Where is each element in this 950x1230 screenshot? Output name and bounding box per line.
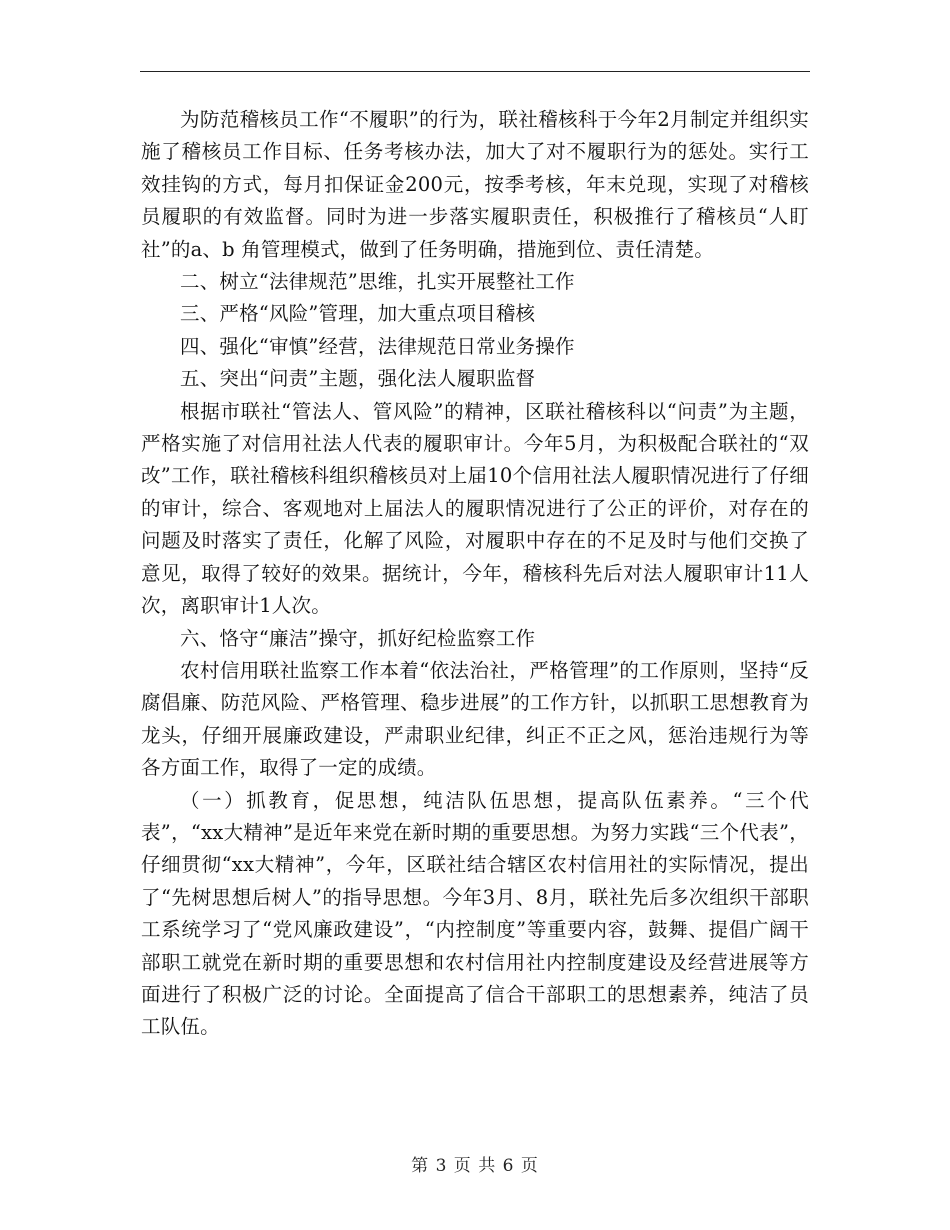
- section-heading-4: 四、强化“审慎”经营，法律规范日常业务操作: [180, 334, 575, 358]
- document-body: [141, 104, 809, 1044]
- paragraph-supervision: 农村信用联社监察工作本着“依法治社，严格管理”的工作原则，坚持“反腐倡廉、防范风险、严格管理、稳步进展”的工作方针，以抓职工思想教育为龙头，仔细开展廉政建设，严肃职业纪律，纠正不正之风，惩治违规行为等各方面工作，取得了一定的成绩。: [141, 658, 809, 780]
- header-rule: [140, 71, 810, 72]
- paragraph-education: （一）抓教育，促思想，纯洁队伍思想，提高队伍素养。“三个代表”，“xx大精神”是近年来党在新时期的重要思想。为努力实践“三个代表”，仔细贯彻“xx大精神”，今年，区联社结合辖区农村信用社的实际情况，提出了“先树思想后树人”的指导思想。今年3月、8月，联社先后多次组织干部职工系统学习了“党风廉政建设”，“内控制度”等重要内容，鼓舞、提倡广阔干部职工就党在新时期的重要思想和农村信用社内控制度建设及经营进展等方面进行了积极广泛的讨论。全面提高了信合干部职工的思想素养，纯洁了员工队伍。: [141, 788, 809, 1039]
- section-heading-3: 三、严格“风险”管理，加大重点项目稽核: [180, 302, 536, 326]
- section-heading-6: 六、恪守“廉洁”操守，抓好纪检监察工作: [180, 626, 536, 650]
- paragraph-accountability: 根据市联社“管法人、管风险”的精神，区联社稽核科以“问责”为主题，严格实施了对信用社法人代表的履职审计。今年5月，为积极配合联社的“双改”工作，联社稽核科组织稽核员对上届10个信用社法人履职情况进行了仔细的审计，综合、客观地对上届法人的履职情况进行了公正的评价，对存在的问题及时落实了责任，化解了风险，对履职中存在的不足及时与他们交换了意见，取得了较好的效果。据统计，今年，稽核科先后对法人履职审计11人次，离职审计1人次。: [141, 399, 809, 618]
- section-heading-5: 五、突出“问责”主题，强化法人履职监督: [180, 367, 536, 391]
- page-number-footer: 第 3 页 共 6 页: [411, 1156, 539, 1176]
- paragraph-audit-duty: 为防范稽核员工作“不履职”的行为，联社稽核科于今年2月制定并组织实施了稽核员工作目标、任务考核办法，加大了对不履职行为的惩处。实行工效挂钩的方式，每月扣保证金200元，按季考核，年末兑现，实现了对稽核员履职的有效监督。同时为进一步落实履职责任，积极推行了稽核员“人盯社”的a、b 角管理模式，做到了任务明确，措施到位、责任清楚。: [141, 108, 809, 261]
- section-heading-2: 二、树立“法律规范”思维，扎实开展整社工作: [180, 270, 575, 294]
